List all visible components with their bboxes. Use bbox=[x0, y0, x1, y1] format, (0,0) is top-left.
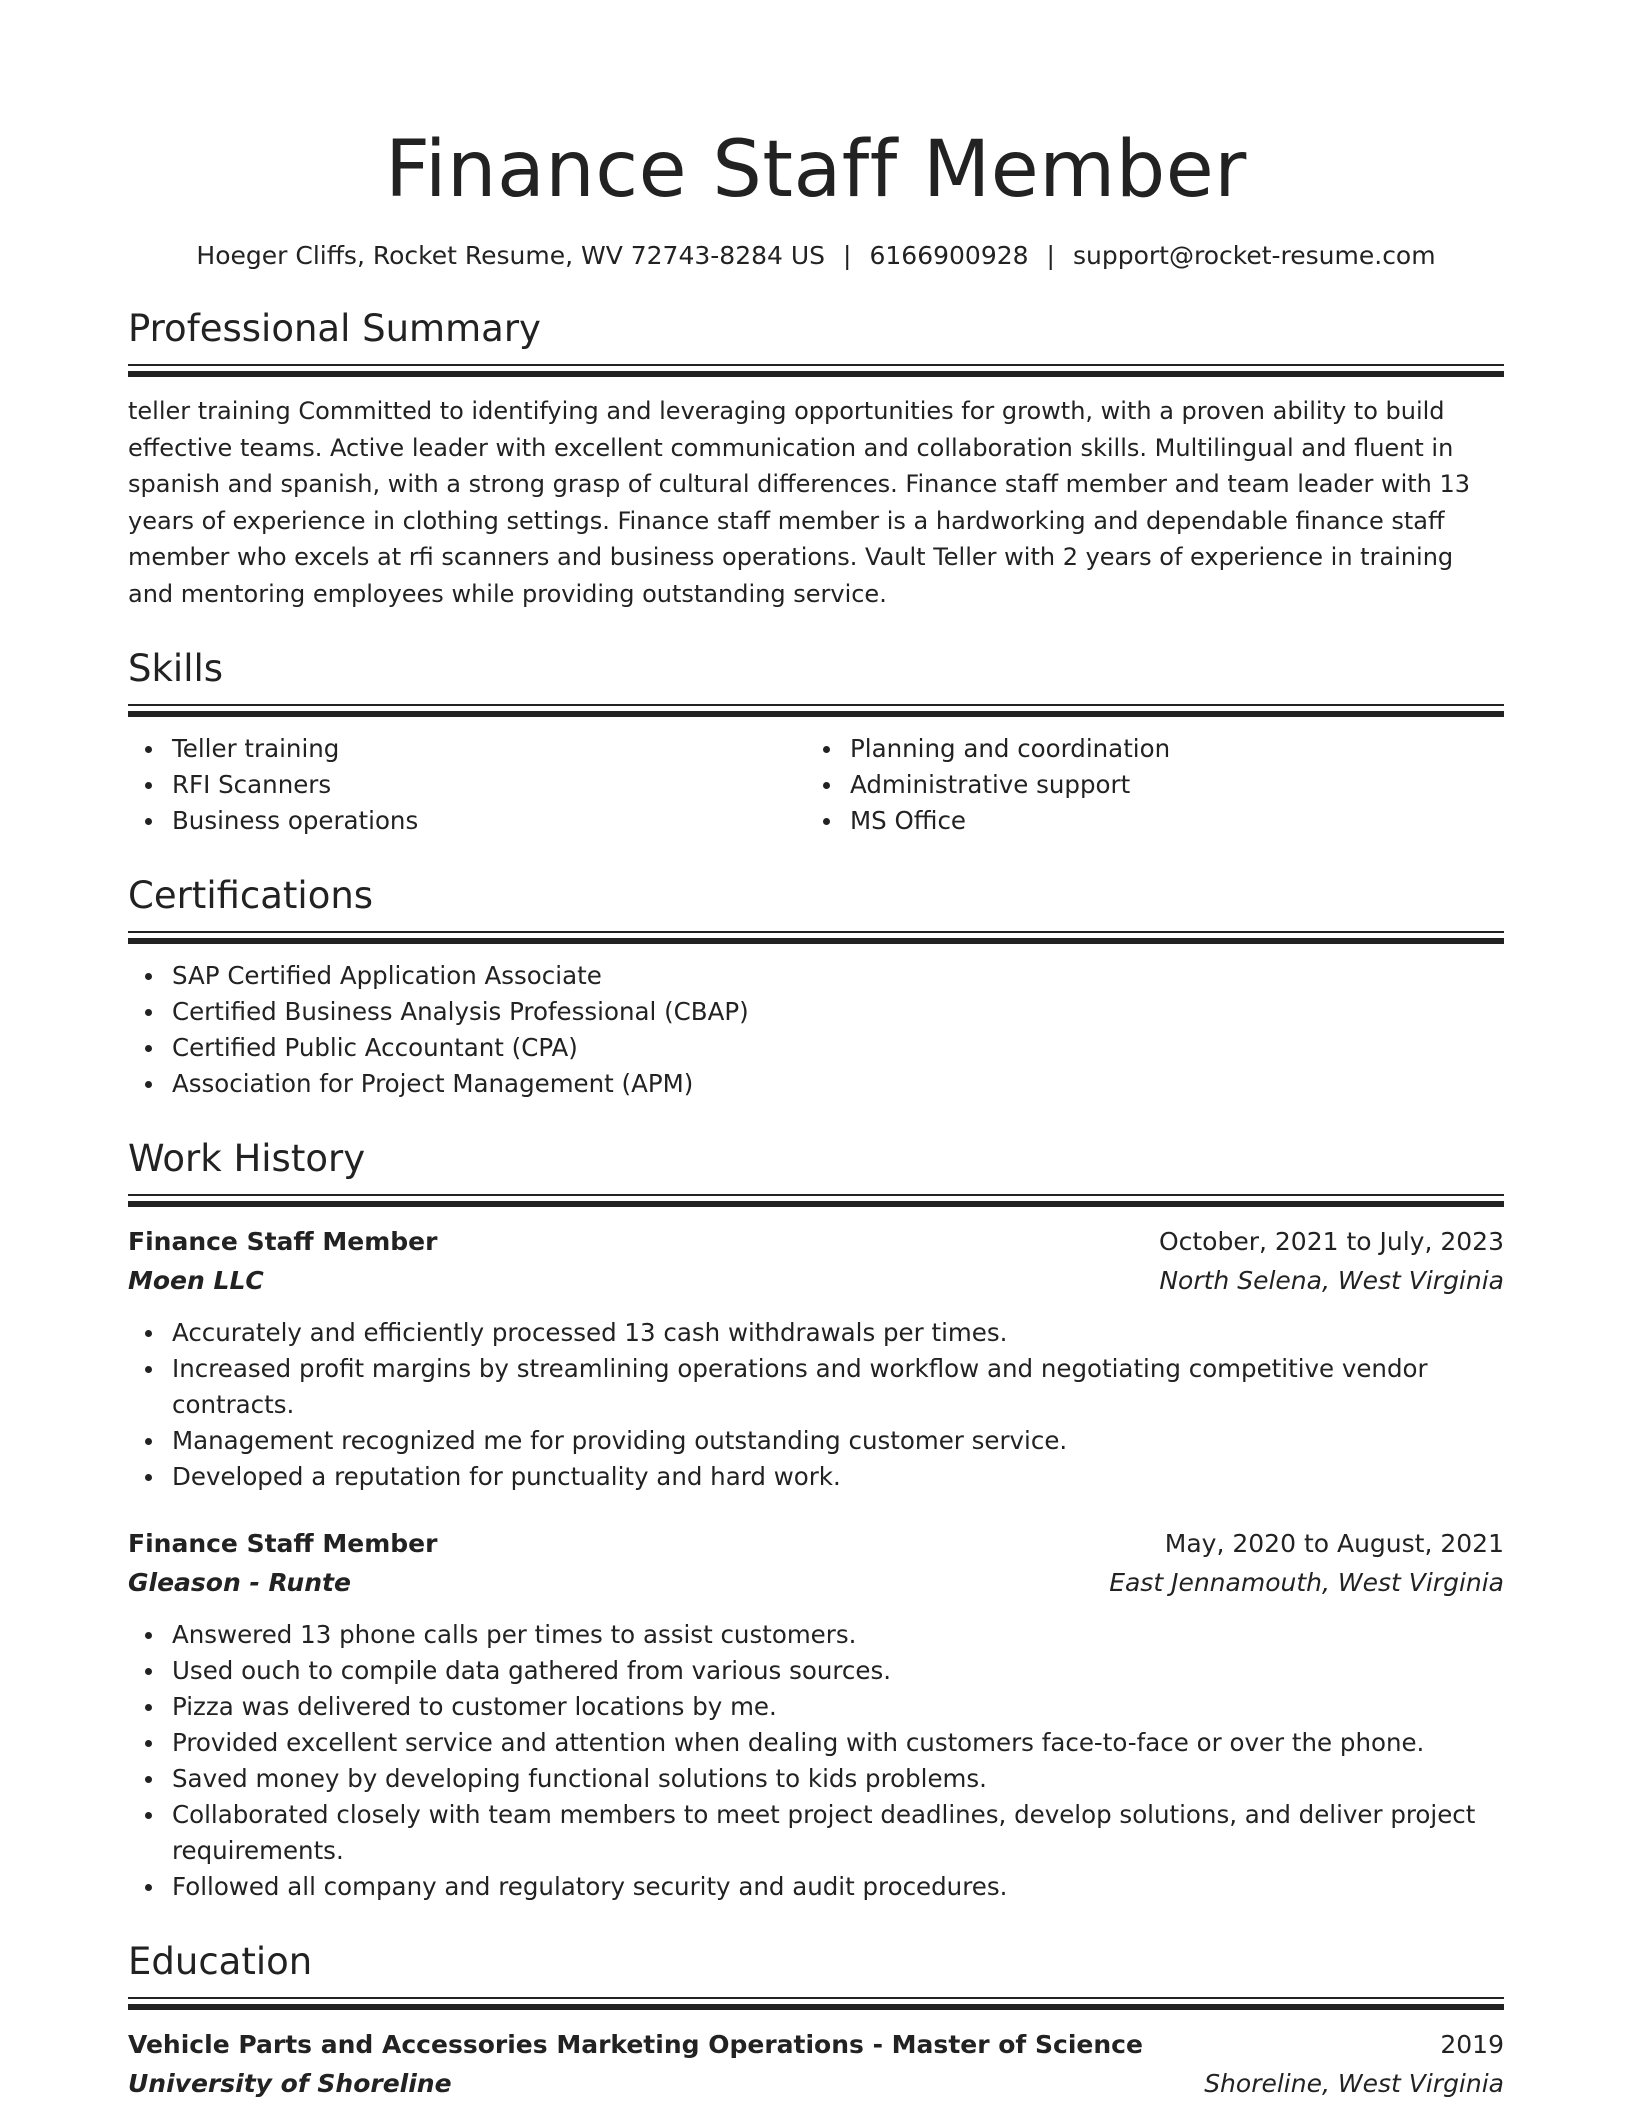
certification-item: Certified Public Accountant (CPA) bbox=[172, 1030, 1504, 1066]
section-divider bbox=[128, 931, 1504, 946]
section-divider bbox=[128, 1194, 1504, 1209]
contact-address: Hoeger Cliffs, Rocket Resume, WV 72743-8284 US bbox=[196, 241, 826, 270]
skills-columns bbox=[128, 719, 1504, 839]
job-company: Gleason - Runte bbox=[128, 1568, 351, 1597]
certifications-list bbox=[128, 958, 1504, 1102]
section-divider bbox=[128, 1997, 1504, 2012]
job-title: Finance Staff Member bbox=[128, 1529, 438, 1558]
resume-name: Finance Staff Member bbox=[385, 125, 1247, 215]
job-header bbox=[128, 1525, 1504, 1563]
job-bullet: Collaborated closely with team members to meet project deadlines, develop solutions, and deliver project requirements. bbox=[172, 1797, 1504, 1869]
work-history-section bbox=[128, 1136, 1504, 1905]
contact-line bbox=[128, 240, 1504, 272]
education-degree: Vehicle Parts and Accessories Marketing Operations - Master of Science bbox=[128, 2030, 1143, 2059]
job-bullets bbox=[128, 1617, 1504, 1905]
contact-email: support@rocket-resume.com bbox=[1072, 241, 1436, 270]
job-bullet: Pizza was delivered to customer locations by me. bbox=[172, 1689, 1504, 1725]
education-location: Shoreline, West Virginia bbox=[1204, 2069, 1504, 2098]
education-section bbox=[128, 1939, 1504, 2104]
section-title-education: Education bbox=[128, 1940, 313, 1983]
job-bullets bbox=[128, 1315, 1504, 1495]
contact-separator: | bbox=[843, 241, 852, 270]
education-year: 2019 bbox=[1440, 2030, 1504, 2059]
summary-text: teller training Committed to identifying and leveraging opportunities for growth, with a proven ability to build effective teams. Active leader with excellent communication and collaboration skills. Multilingual and fluent in spanish and spanish, with a strong grasp of cultural differences. Finance staff member and team leader with 13 years of experience in clothing settings. Finance staff member is a hardworking and dependable finance staff member who excels at rfi scanners and business operations. Vault Teller with 2 years of experience in training and mentoring employees while providing outstanding service. bbox=[128, 397, 1471, 608]
job-header bbox=[128, 1223, 1504, 1261]
section-divider bbox=[128, 704, 1504, 719]
skills-list-left bbox=[128, 731, 806, 839]
contact-phone: 6166900928 bbox=[869, 241, 1029, 270]
job-bullet: Used ouch to compile data gathered from various sources. bbox=[172, 1653, 1504, 1689]
education-entry bbox=[128, 2026, 1504, 2104]
job-title: Finance Staff Member bbox=[128, 1227, 438, 1256]
certifications-section bbox=[128, 873, 1504, 1102]
education-school: University of Shoreline bbox=[128, 2069, 452, 2098]
job-subheader bbox=[128, 1563, 1504, 1603]
contact-separator: | bbox=[1046, 241, 1055, 270]
section-title-skills: Skills bbox=[128, 647, 224, 690]
job-subheader bbox=[128, 1261, 1504, 1301]
skills-section bbox=[128, 646, 1504, 839]
skills-list-right bbox=[806, 731, 1484, 839]
section-title-certifications: Certifications bbox=[128, 874, 374, 917]
skill-item: Planning and coordination bbox=[850, 731, 1484, 767]
certification-item: Certified Business Analysis Professional (CBAP) bbox=[172, 994, 1504, 1030]
skill-item: MS Office bbox=[850, 803, 1484, 839]
job-entry bbox=[128, 1223, 1504, 1495]
job-location: North Selena, West Virginia bbox=[1159, 1266, 1504, 1295]
section-title-work-history: Work History bbox=[128, 1137, 366, 1180]
job-bullet: Saved money by developing functional solutions to kids problems. bbox=[172, 1761, 1504, 1797]
skill-item: Administrative support bbox=[850, 767, 1484, 803]
education-subheader bbox=[128, 2064, 1504, 2104]
job-bullet: Answered 13 phone calls per times to assist customers. bbox=[172, 1617, 1504, 1653]
job-bullet: Provided excellent service and attention when dealing with customers face-to-face or over the phone. bbox=[172, 1725, 1504, 1761]
summary-section bbox=[128, 306, 1504, 612]
job-location: East Jennamouth, West Virginia bbox=[1109, 1568, 1504, 1597]
job-bullet: Developed a reputation for punctuality and hard work. bbox=[172, 1459, 1504, 1495]
skill-item: Teller training bbox=[172, 731, 806, 767]
skill-item: RFI Scanners bbox=[172, 767, 806, 803]
job-dates: May, 2020 to August, 2021 bbox=[1164, 1529, 1504, 1558]
job-bullet: Followed all company and regulatory security and audit procedures. bbox=[172, 1869, 1504, 1905]
job-company: Moen LLC bbox=[128, 1266, 264, 1295]
resume-page bbox=[128, 0, 1504, 2104]
job-entry bbox=[128, 1525, 1504, 1905]
certification-item: Association for Project Management (APM) bbox=[172, 1066, 1504, 1102]
job-bullet: Management recognized me for providing outstanding customer service. bbox=[172, 1423, 1504, 1459]
certification-item: SAP Certified Application Associate bbox=[172, 958, 1504, 994]
skill-item: Business operations bbox=[172, 803, 806, 839]
job-bullet: Increased profit margins by streamlining operations and workflow and negotiating competitive vendor contracts. bbox=[172, 1351, 1504, 1423]
job-dates: October, 2021 to July, 2023 bbox=[1158, 1227, 1504, 1256]
job-bullet: Accurately and efficiently processed 13 cash withdrawals per times. bbox=[172, 1315, 1504, 1351]
section-title-summary: Professional Summary bbox=[128, 307, 541, 350]
section-divider bbox=[128, 364, 1504, 379]
education-header bbox=[128, 2026, 1504, 2064]
